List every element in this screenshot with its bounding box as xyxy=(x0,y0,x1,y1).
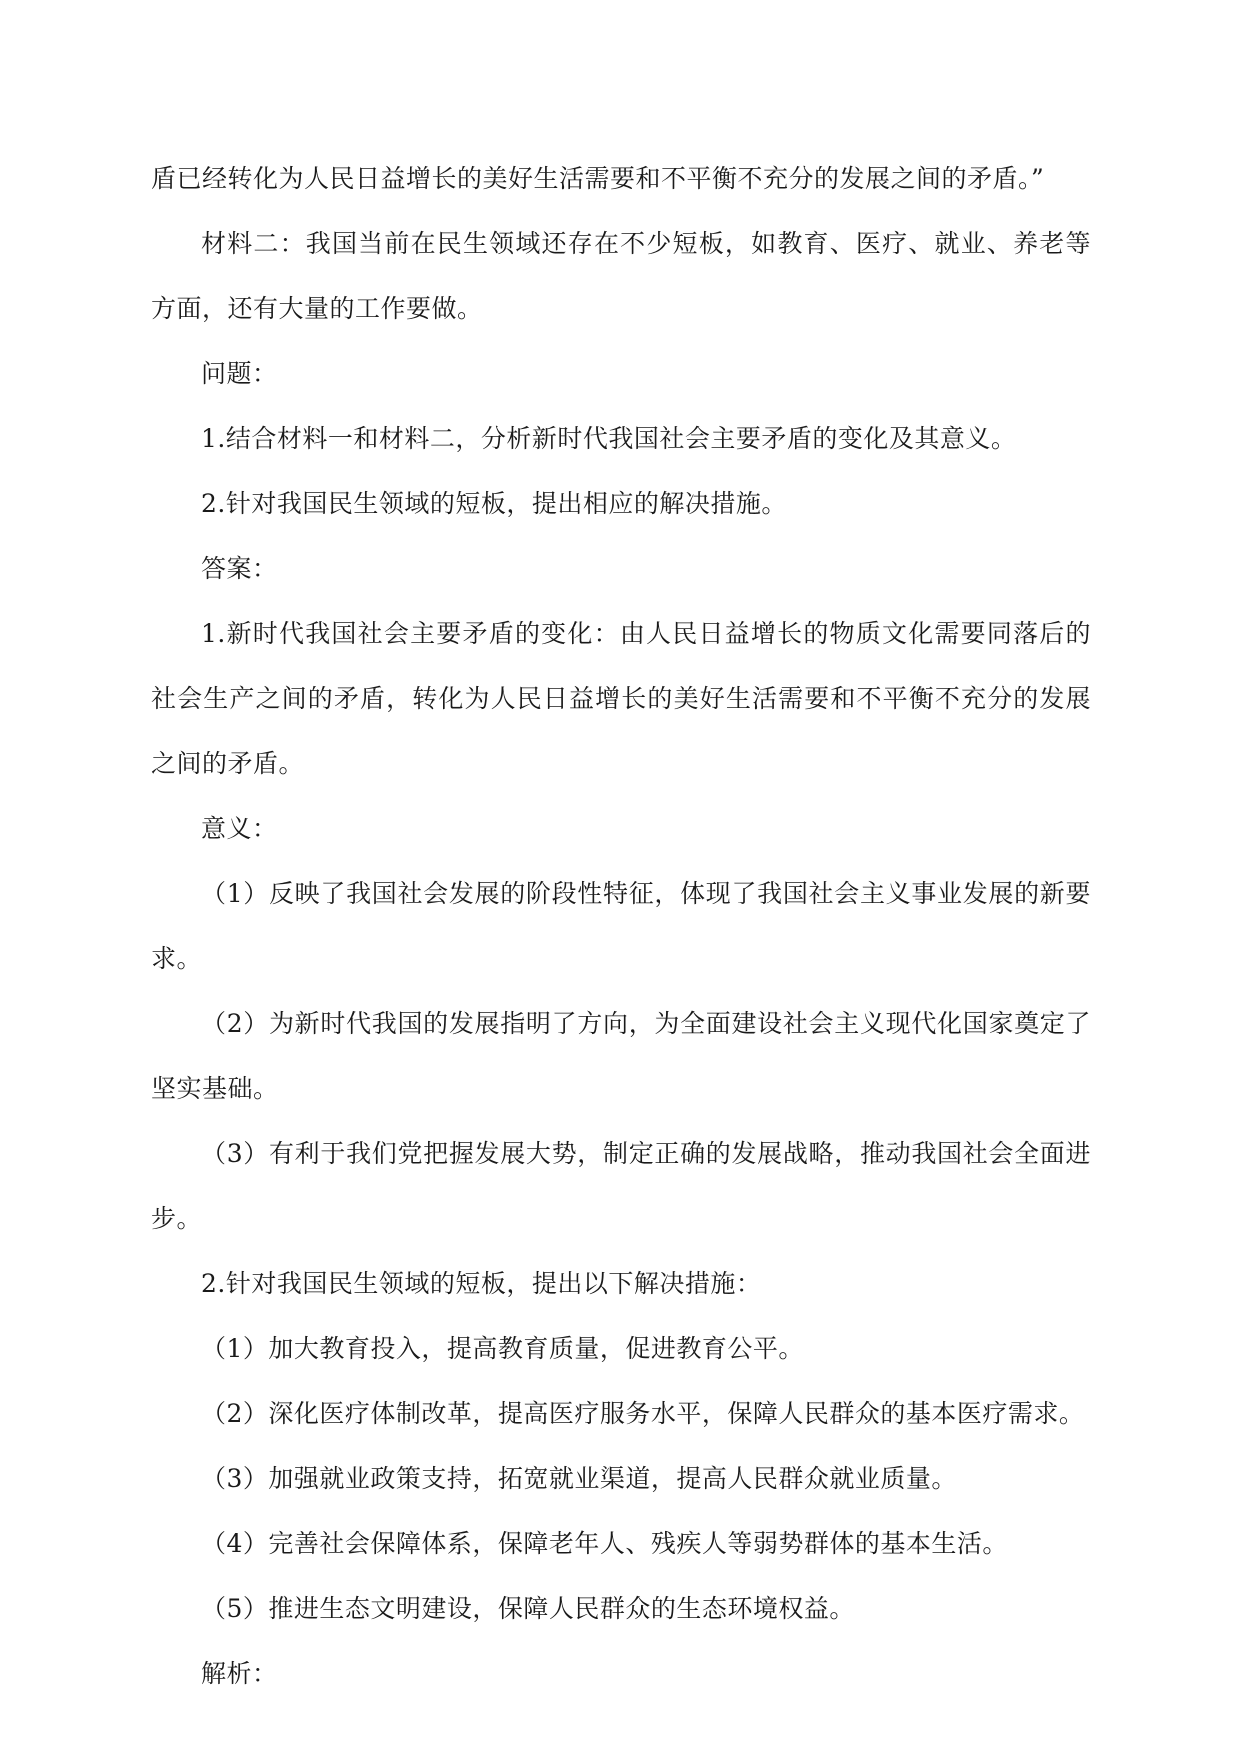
heading-answers: 答案： xyxy=(201,554,278,583)
question-2: 2.针对我国民生领域的短板，提出相应的解决措施。 xyxy=(201,489,787,518)
significance-item-1: （1）反映了我国社会发展的阶段性特征，体现了我国社会主义事业发展的新要求。 xyxy=(151,879,1091,973)
paragraph-continuation: 盾已经转化为人民日益增长的美好生活需要和不平衡不充分的发展之间的矛盾。” xyxy=(151,164,1045,193)
measure-item-4: （4）完善社会保障体系，保障老年人、残疾人等弱势群体的基本生活。 xyxy=(201,1529,1008,1558)
paragraph-material-two: 材料二：我国当前在民生领域还存在不少短板，如教育、医疗、就业、养老等方面，还有大量的工作要做。 xyxy=(151,229,1091,323)
measure-item-5: （5）推进生态文明建设，保障人民群众的生态环境权益。 xyxy=(201,1594,855,1623)
document-body xyxy=(151,146,1091,1706)
heading-significance: 意义： xyxy=(201,814,278,843)
answer-2: 2.针对我国民生领域的短板，提出以下解决措施： xyxy=(201,1269,762,1298)
answer-1: 1.新时代我国社会主要矛盾的变化：由人民日益增长的物质文化需要同落后的社会生产之间的矛盾，转化为人民日益增长的美好生活需要和不平衡不充分的发展之间的矛盾。 xyxy=(151,619,1091,778)
measure-item-3: （3）加强就业政策支持，拓宽就业渠道，提高人民群众就业质量。 xyxy=(201,1464,957,1493)
significance-item-2: （2）为新时代我国的发展指明了方向，为全面建设社会主义现代化国家奠定了坚实基础。 xyxy=(151,1009,1091,1103)
heading-analysis: 解析： xyxy=(201,1659,278,1688)
measure-item-2: （2）深化医疗体制改革，提高医疗服务水平，保障人民群众的基本医疗需求。 xyxy=(201,1399,1085,1428)
question-1: 1.结合材料一和材料二，分析新时代我国社会主要矛盾的变化及其意义。 xyxy=(201,424,1017,453)
heading-questions: 问题： xyxy=(201,359,278,388)
significance-item-3: （3）有利于我们党把握发展大势，制定正确的发展战略，推动我国社会全面进步。 xyxy=(151,1139,1091,1233)
measure-item-1: （1）加大教育投入，提高教育质量，促进教育公平。 xyxy=(201,1334,804,1363)
